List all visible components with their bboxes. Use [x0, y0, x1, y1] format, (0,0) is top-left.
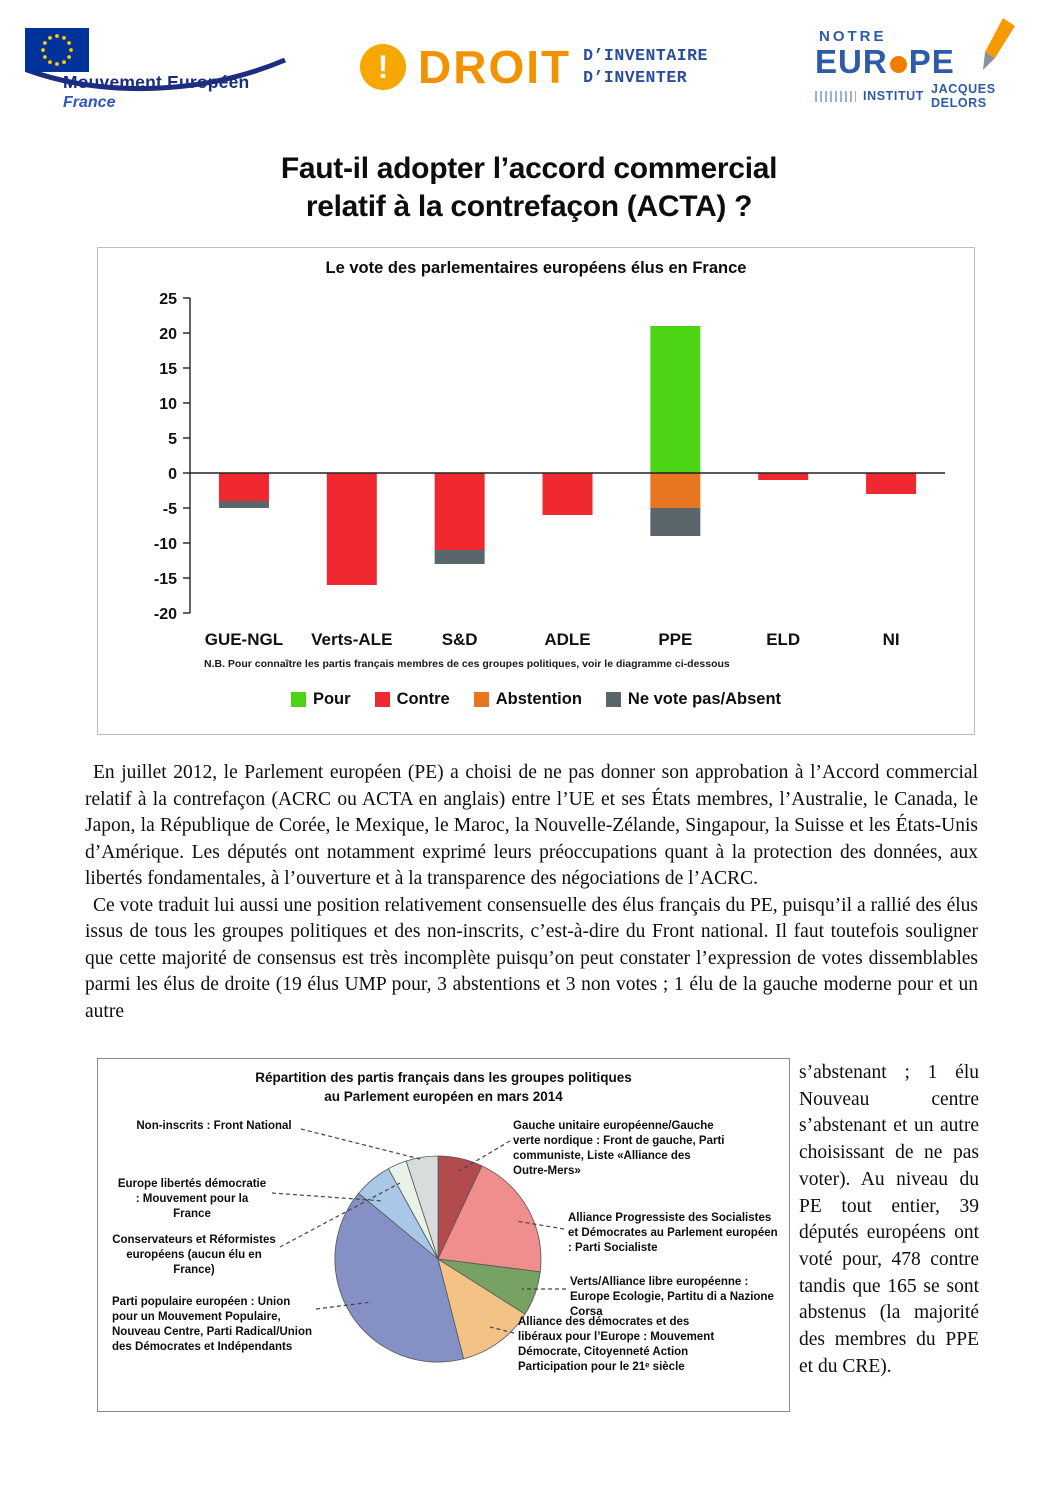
pie-label-sd: Alliance Progressiste des Socialistes et Démocrates au Parlement européen : Parti Socialiste [568, 1212, 778, 1254]
page-title [0, 150, 1058, 226]
legend-swatch [606, 692, 621, 707]
legend-item: Abstention [474, 690, 582, 709]
droit-tagline [583, 45, 708, 90]
svg-text:15: 15 [159, 361, 177, 378]
legend-item: Contre [375, 690, 450, 709]
institute-line [815, 82, 1047, 110]
notre-europe-logo [815, 28, 1047, 110]
pie-chart-title-line1: Répartition des partis français dans les groupes politiques [255, 1070, 632, 1085]
svg-text:Verts-ALE: Verts-ALE [311, 630, 393, 649]
body-text [85, 760, 978, 1025]
pie-chart-title-line2: au Parlement européen en mars 2014 [324, 1089, 563, 1104]
eu-flag-icon [25, 28, 89, 72]
bar-chart-note: N.B. Pour connaître les partis français membres de ces groupes politiques, voir le diagramme ci-dessous [204, 658, 730, 670]
mouvement-europeen-logo [25, 24, 295, 114]
europe-wordmark-right: PE [908, 43, 955, 80]
svg-text:ADLE: ADLE [544, 630, 591, 649]
svg-text:-5: -5 [162, 501, 177, 518]
svg-text:5: 5 [168, 431, 177, 448]
svg-text:-15: -15 [153, 571, 177, 588]
pie-label-eld: Europe libertés démocratie : Mouvement pour la France [117, 1178, 267, 1220]
svg-text:NI: NI [882, 630, 900, 649]
page-title-line1: Faut-il adopter l’accord commercial [280, 152, 778, 185]
europe-wordmark [815, 45, 1047, 79]
pie-label-adle: Alliance des démocrates et des libéraux pour l’Europe : Mouvement Démocrate, Citoyenneté Action Participation pour le 21ᵉ siècle [518, 1316, 715, 1373]
pie-chart-box [97, 1058, 790, 1412]
legend-swatch [375, 692, 390, 707]
svg-text:PPE: PPE [658, 630, 693, 649]
svg-text:-10: -10 [153, 536, 177, 553]
bar-plot [153, 291, 945, 649]
pie-label-non-inscrits: Non-inscrits : Front National [136, 1120, 292, 1132]
droit-wordmark: DROIT [418, 41, 572, 93]
bar-chart-box [97, 247, 975, 735]
svg-text:GUE-NGL: GUE-NGL [204, 630, 284, 649]
svg-text:10: 10 [159, 396, 177, 413]
paragraph-1: En juillet 2012, le Parlement européen (PE) a choisi de ne pas donner son approbation à l’Accord commercial relatif à la contrefaçon (ACRC ou ACTA en anglais) entre l’UE et ses États membres, l’Australie, le Canada, le Japon, la République de Corée, le Mexique, le Maroc, la Nouvelle-Zélande, Singapour, la Suisse et les États-Unis d’Amérique. Les députés ont notamment exprimé leurs préoccupations quant à la protection des données, aux libertés fondamentales, à l’ouverture et à la transparence des négociations de l’ACRC. [85, 762, 978, 890]
svg-text:S&D: S&D [441, 630, 478, 649]
bar-chart-legend [98, 690, 974, 709]
legend-item: Ne vote pas/Absent [606, 690, 781, 709]
bar-chart-title: Le vote des parlementaires européens élus en France [325, 259, 747, 277]
legend-swatch [291, 692, 306, 707]
droit-logo [360, 40, 708, 94]
europe-wordmark-left: EUR [815, 43, 888, 80]
svg-text:0: 0 [168, 466, 177, 483]
europe-dot-icon [890, 56, 907, 73]
pie-label-verts: Verts/Alliance libre européenne : Europe Ecologie, Partitu di a Nazione Corsa [570, 1276, 774, 1318]
pie-label-cre: Conservateurs et Réformistes européens (aucun élu en France) [112, 1234, 276, 1276]
pie-chart-title [98, 1068, 789, 1106]
droit-tagline-line2: D’INVENTER [583, 68, 688, 87]
exclamation-icon: ! [360, 44, 406, 90]
svg-text:25: 25 [159, 291, 177, 308]
mouvement-europeen-name: Mouvement Européen [63, 72, 250, 92]
institute-bars-icon [815, 91, 856, 102]
mouvement-europeen-country: France [63, 94, 116, 111]
svg-text:ELD: ELD [766, 630, 801, 649]
pie-label-gue: Gauche unitaire européenne/Gauche verte nordique : Front de gauche, Parti communiste, Liste «Alliance des Outre-Mers» [513, 1120, 725, 1177]
notre-label: NOTRE [819, 28, 887, 45]
svg-text:20: 20 [159, 326, 177, 343]
page-title-line2: relatif à la contrefaçon (ACTA) ? [305, 190, 753, 223]
paragraph-2: Ce vote traduit lui aussi une position relativement consensuelle des élus français du PE, puisqu’il a rallié des élus issus de tous les groupes politiques et des non-inscrits, c’est-à-dire du Front national. Il faut toutefois souligner que cette majorité de consensus est très incomplète puisqu’on peut constater l’expression de votes dissemblables parmi les élus de droite (19 élus UMP pour, 3 abstentions et 3 non votes ; 1 élu de la gauche moderne pour et un autre [85, 894, 978, 1022]
pie-label-ppe: Parti populaire européen : Union pour un Mouvement Populaire, Nouveau Centre, Parti Radical/Union des Démocrates et Indépendants [112, 1296, 313, 1353]
institut-label: INSTITUT [863, 89, 925, 103]
jacques-delors-label: JACQUES DELORS [931, 82, 996, 110]
side-column-text: s’abstenant ; 1 élu Nouveau centre s’abstenant et un autre choisissant de ne pas voter). Au niveau du PE tout entier, 39 députés européens ont voté pour, 478 contre tandis que 165 se sont abstenus (la majorité des membres du PPE et du CRE). [799, 1062, 979, 1377]
droit-tagline-line1: D’INVENTAIRE [583, 45, 708, 65]
legend-item: Pour [291, 690, 351, 709]
svg-text:-20: -20 [153, 606, 177, 623]
legend-swatch [474, 692, 489, 707]
